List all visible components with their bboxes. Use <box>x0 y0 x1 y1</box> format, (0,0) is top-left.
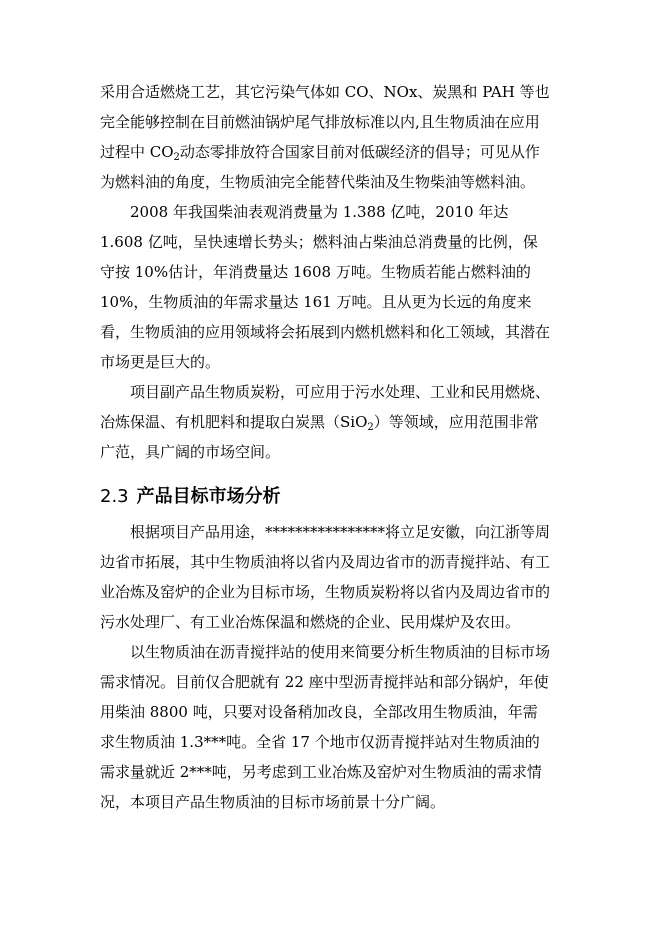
section-body-top <box>100 77 552 467</box>
paragraph-diesel-consumption: 2008 年我国柴油表观消费量为 1.388 亿吨，2010 年达 1.608 亿吨，呈快速增长势头；燃料油占柴油总消费量的比例，保守按 10%估计，年消费量达 1608 万吨。生物质若能占燃料油的 10%，生物质油的年需求量达 161 万吨。且从更为长远的角度来看，生物质油的应用领域将会拓展到内燃机燃料和化工领域，其潜在市场更是巨大的。 <box>100 203 551 371</box>
section-heading <box>100 482 552 512</box>
section-number: 2.3 <box>100 486 129 507</box>
co2-subscript: 2 <box>173 152 180 163</box>
section-body-bottom <box>100 517 552 817</box>
paragraph-biochar-text-a: 项目副产品生物质炭粉，可应用于污水处理、工业和民用燃烧、冶炼保温、有机肥料和提取白炭黑（SiO <box>100 383 551 431</box>
paragraph-biochar <box>100 377 552 467</box>
paragraph-emissions-text-b: 动态零排放符合国家目前对低碳经济的倡导；可见从作为燃料油的角度，生物质油完全能替代柴油及生物柴油等燃料油。 <box>100 143 540 191</box>
paragraph-emissions-text-a: 采用合适燃烧工艺，其它污染气体如 CO、NOx、炭黑和 PAH 等也完全能够控制在目前燃油锅炉尾气排放标准以内,且生物质油在应用过程中 CO <box>100 83 550 161</box>
paragraph-biochar-text-b: ）等领域，应用范围非常广范，具广阔的市场空间。 <box>100 413 539 461</box>
sio2-subscript: 2 <box>367 422 374 433</box>
section-title: 产品目标市场分析 <box>136 486 281 507</box>
paragraph-target-market: 根据项目产品用途，****************将立足安徽，向江浙等周边省市拓展，其中生物质油将以省内及周边省市的沥青搅拌站、有工业冶炼及窑炉的企业为目标市场，生物质炭粉将以省内及周边省市的污水处理厂、有工业冶炼保温和燃烧的企业、民用煤炉及农田。 <box>100 523 551 631</box>
paragraph-emissions <box>100 77 552 197</box>
paragraph-demand-analysis: 以生物质油在沥青搅拌站的使用来简要分析生物质油的目标市场需求情况。目前仅合肥就有 22 座中型沥青搅拌站和部分锅炉，年使用柴油 8800 吨，只要对设备稍加改良，全部改用生物质油，年需求生物质油 1.3***吨。全省 17 个地市仅沥青搅拌站对生物质油的需求量就近 2***吨，另考虑到工业冶炼及窑炉对生物质油的需求情况，本项目产品生物质油的目标市场前景十分广阔。 <box>100 643 551 811</box>
